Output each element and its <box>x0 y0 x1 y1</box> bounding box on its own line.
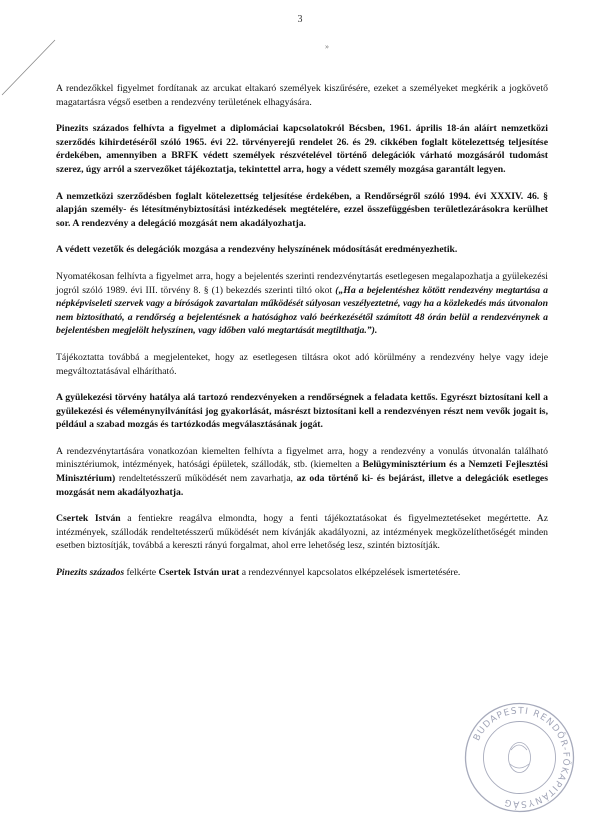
paragraph-request <box>56 566 548 580</box>
legal-quote: („Ha a bejelentéshez kötött rendezvény megtartása a népképviseleti szervek vagy a bíróságok zavartalan működését súlyosan veszélyeztetné, vagy ha a közlekedés más útvonalon nem biztosítható, a rendőrség a bejelentésnek a hatósághoz való beérkezésétől számított 48 órán belül a rendezvénynek a bejelentésben megjelölt helyszínen, vagy időben való megtartását megtilthatja.”). <box>56 284 548 337</box>
speaker-name: Pinezits százados <box>56 123 129 135</box>
paragraph-diplomatic <box>56 122 548 176</box>
page-number: 3 <box>297 14 303 25</box>
paragraph-text: a fentiekre reagálva elmondta, hogy a fenti tájékoztatásokat és figyelmeztetéseket megértette. Az intézmények, szállodák rendeltetésszerű működését nem kívánják akadályozni, az intézmények megközelíthetőségét minden esetben biztosítják, továbbá a kereszti rányú forgalmat, ahol erre lehetőség lesz, szintén biztosítják. <box>56 513 548 552</box>
speaker-name: Csertek István <box>56 513 121 525</box>
paragraph-text-bold: az oda történő ki- és bejárást, illetve a delegációk esetleges mozgását nem akadályozhatja. <box>56 473 549 498</box>
paragraph-text: felkérte <box>124 567 159 579</box>
paragraph-text: Nyomatékosan felhívta a figyelmet arra, hogy a bejelentés szerinti rendezvénytartás esetlegesen megalapozhatja a gyülekezési jogról szóló 1989. évi III. törvény 8. § (1) bekezdés szerinti tiltó okot <box>56 270 548 296</box>
paragraph-text: A védett vezetők és delegációk mozgása a rendezvény helyszínének módosítását eredményezhetik. <box>56 244 458 256</box>
paragraph-text: rendeltetésszerű működését nem zavarhatja, <box>115 473 297 485</box>
paragraph-prohibition <box>56 270 548 338</box>
addressee-name: Csertek István urat <box>158 567 240 579</box>
document-body <box>56 82 548 593</box>
paragraph-institutions <box>56 445 548 499</box>
paragraph-text: A rendezőkkel figyelmet fordítanak az arcukat eltakaró személyek kiszűrésére, ezeket a személyeket megkérik a jogkövető magatartásra végső esetben a rendezvény területének elhagyására. <box>56 83 548 108</box>
paragraph-dual-task <box>56 391 548 432</box>
paragraph-text: A nemzetközi szerződésben foglalt kötelezettség teljesítése érdekében, a Rendőrségről szóló 1994. évi XXXIV. 46. § alapján személy- és létesítménybiztosítási intézkedések megtételére, ezzel összefüggésben területlezárásokra kerülhet sor. A rendezvény a delegáció mozgását nem akadályozhatja. <box>56 190 548 229</box>
paragraph-masked-persons <box>56 82 548 109</box>
paragraph-text: a rendezvénnyel kapcsolatos elképzelések ismertetésére. <box>239 567 461 579</box>
stamp-text: BUDAPESTI RENDŐR-FŐKAPITÁNYSÁG <box>472 706 571 809</box>
ministry-names: Belügyminisztérium és a Nemzeti Fejlesztési Minisztérium) <box>56 459 549 485</box>
stray-mark: » <box>325 42 329 51</box>
paragraph-change-venue <box>56 351 548 378</box>
paragraph-text: A rendezvénytartására vonatkozóan kiemelten felhívta a figyelmet arra, hogy a rendezvény a vonulás útvonalán található minisztériumok, intézmények, hatósági épületek, szállodák, stb. (kiemelten a <box>56 445 548 471</box>
official-stamp <box>462 700 577 815</box>
paragraph-police-act <box>56 190 548 231</box>
paragraph-text: A gyülekezési törvény hatálya alá tartozó rendezvényeken a rendőrségnek a feladata kettős. Egyrészt biztosítani kell a gyülekezési és véleménynyilvánítási jog gyakorlását, másrészt biztosítani kell a rendezvényen részt nem vevők jogait is, például a szabad mozgás és tartózkodás megválasztásának jogát. <box>56 392 548 431</box>
paragraph-organizer-response <box>56 512 548 553</box>
speaker-name: Pinezits százados <box>56 567 125 579</box>
paragraph-text: Tájékoztatta továbbá a megjelenteket, hogy az esetlegesen tiltásra okot adó körülmény a rendezvény helye vagy ideje megváltoztatásával elhárítható. <box>56 351 548 377</box>
paragraph-delegation-movement <box>56 243 548 257</box>
paragraph-text: felhívta a figyelmet a diplomáciai kapcsolatokról Bécsben, 1961. április 18-án aláírt nemzetközi szerződés kihirdetéséről szóló 1965. évi 22. törvényerejű rendelet 26. és 29. cikkében foglalt kötelezettség teljesítése érdekében, amennyiben a BRFK védett személyek részvételével történő delegációk várható mozgásáról tudomást szerez, úgy arról a szervezőket tájékoztatja, tekintettel arra, hogy a védett személy mozgása garantált legyen. <box>56 123 548 175</box>
